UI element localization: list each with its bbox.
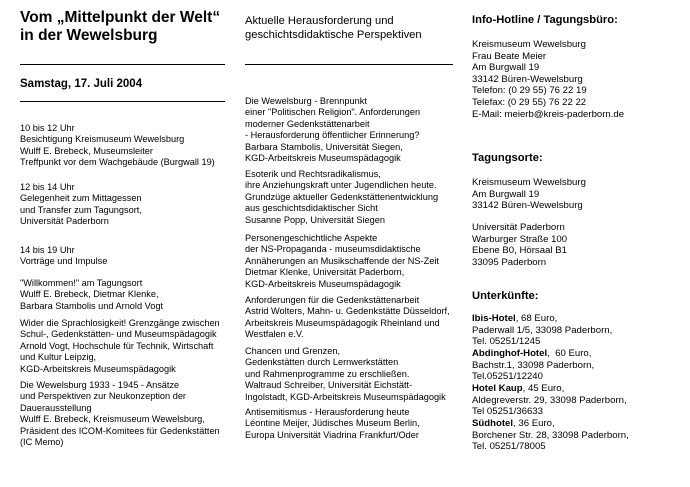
venues-heading: Tagungsorte:	[472, 152, 543, 164]
hotline-contact: Kreismuseum Wewelsburg Frau Beate Meier Am Burgwall 19 33142 Büren-Wewelsburg Telefon: (0 29 55) 76 22 19 Telefax: (0 29 55) 76 22 22 E-Mail: meierb@kreis-paderborn.de	[472, 39, 625, 120]
hotel-details: , 60 Euro, Bachstr.1, 33098 Paderborn, Tel.05251/12240	[472, 348, 595, 383]
divider	[245, 64, 453, 65]
talk-item: Die Wewelsburg - Brennpunkt einer "Politischen Religion". Anforderungen moderner Gedenkstättenarbeit - Herausforderung öffentlicher Erinnerung? Barbara Stambolis, Universität Siegen, KGD-Arbeitskreis Museumspädagogik	[245, 96, 421, 164]
hotel-entry	[472, 348, 594, 383]
hotel-name: Abdinghof-Hotel	[472, 348, 548, 359]
program-item: 14 bis 19 Uhr Vorträge und Impulse	[20, 245, 108, 267]
program-item: Die Wewelsburg 1933 - 1945 - Ansätze und Perspektiven zur Neukonzeption der Dauerausstellung Wulff E. Brebeck, Kreismuseum Wewelsburg, Präsident des ICOM-Komitees für Gedenkstätten (IC Memo)	[20, 380, 220, 448]
talk-item: Esoterik und Rechtsradikalismus, ihre Anziehungskraft unter Jugendlichen heute. Grundzüge aktueller Gedenkstättenentwicklung aus geschichtsdidaktischer Sicht Susanne Popp, Universität Siegen	[245, 169, 439, 225]
program-item: 10 bis 12 Uhr Besichtigung Kreismuseum Wewelsburg Wulff E. Brebeck, Museumsleiter Treffpunkt vor dem Wachgebäude (Burgwall 19)	[20, 123, 215, 168]
hotline-heading: Info-Hotline / Tagungsbüro:	[472, 14, 618, 26]
event-title: Vom „Mittelpunkt der Welt“ in der Wewelsburg	[20, 9, 221, 44]
hotel-entry	[472, 313, 612, 348]
program-item: "Willkommen!" am Tagungsort Wulff E. Brebeck, Dietmar Klenke, Barbara Stambolis und Arnold Vogt	[20, 278, 164, 311]
hotel-entry	[472, 383, 627, 418]
event-date: Samstag, 17. Juli 2004	[20, 78, 143, 90]
lodging-heading: Unterkünfte:	[472, 290, 539, 302]
divider	[20, 101, 225, 102]
venue-university: Universität Paderborn Warburger Straße 100 Ebene B0, Hörsaal B1 33095 Paderborn	[472, 222, 568, 268]
talk-item: Anforderungen für die Gedenkstättenarbeit Astrid Wolters, Mahn- u. Gedenkstätte Düsseldorf, Arbeitskreis Museumspädagogik Rheinland und Westfalen e.V.	[245, 295, 450, 340]
hotel-details: , 45 Euro, Aldegreverstr. 29, 33098 Paderborn, Tel 05251/36633	[472, 383, 627, 418]
hotel-details: , 36 Euro, Borchener Str. 28, 33098 Paderborn, Tel. 05251/78005	[472, 418, 629, 453]
talk-item: Chancen und Grenzen, Gedenkstätten durch Lernwerkstätten und Rahmenprogramme zu erschließen. Waltraud Schreiber, Universität Eichstätt- Ingolstadt, KGD-Arbeitskreis Museumspädagogik	[245, 346, 446, 402]
hotel-name: Hotel Kaup	[472, 383, 523, 394]
hotel-details: , 68 Euro, Paderwall 1/5, 33098 Paderborn, Tel. 05251/1245	[472, 313, 613, 348]
talk-item: Antisemitismus - Herausforderung heute Léontine Meijer, Jüdisches Museum Berlin, Europa Universität Viadrina Frankfurt/Oder	[245, 407, 420, 440]
section-heading: Aktuelle Herausforderung und geschichtsdidaktische Perspektiven	[245, 15, 422, 41]
hotel-entry	[472, 418, 629, 453]
program-item: Wider die Sprachlosigkeit! Grenzgänge zwischen Schul-, Gedenkstätten- und Museumspädagogik Arnold Vogt, Hochschule für Technik, Wirtschaft und Kultur Leipzig, KGD-Arbeitskreis Museumspädagogik	[20, 318, 220, 374]
talk-item: Personengeschichtliche Aspekte der NS-Propaganda - museumsdidaktische Annäherungen an Musikschaffende der NS-Zeit Dietmar Klenke, Universität Paderborn, KGD-Arbeitskreis Museumspädagogik	[245, 233, 439, 289]
hotel-name: Südhotel	[472, 418, 514, 429]
hotel-name: Ibis-Hotel	[472, 313, 516, 324]
divider	[20, 64, 225, 65]
program-item: 12 bis 14 Uhr Gelegenheit zum Mittagessen und Transfer zum Tagungsort, Universität Paderborn	[20, 182, 142, 227]
venue-museum: Kreismuseum Wewelsburg Am Burgwall 19 33142 Büren-Wewelsburg	[472, 177, 586, 212]
